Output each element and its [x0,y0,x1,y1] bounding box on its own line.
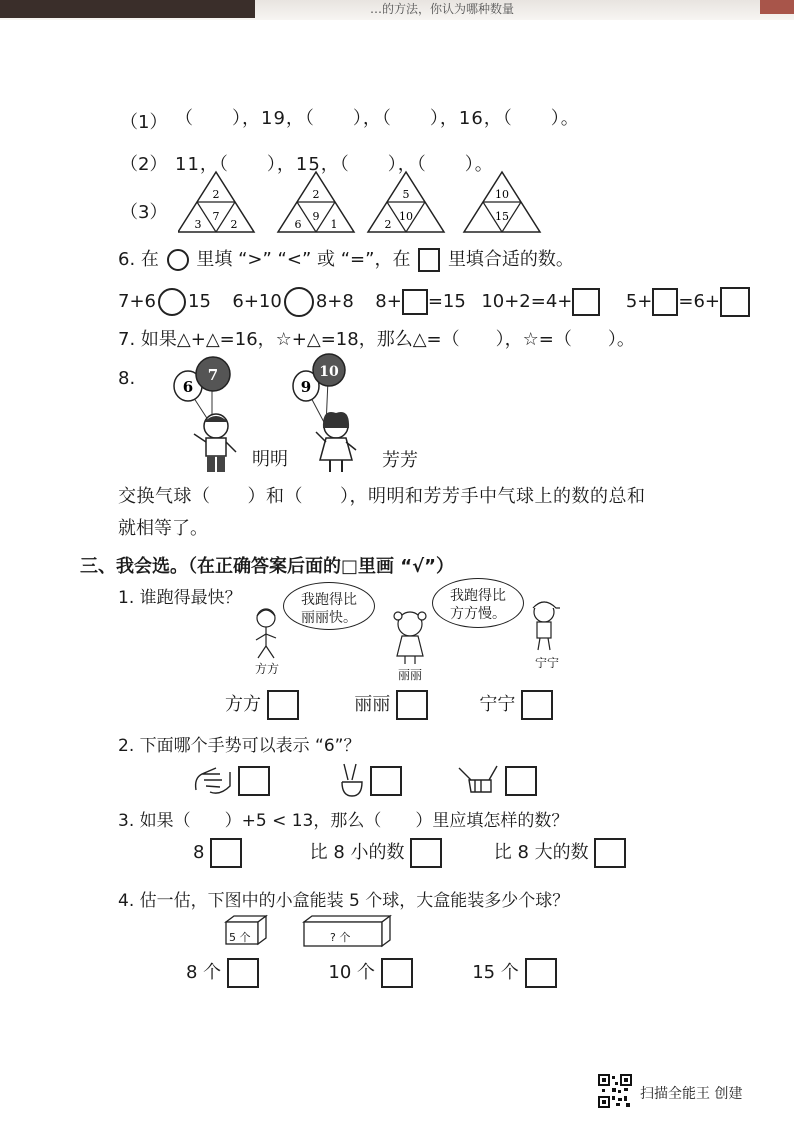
opt-less-than-8-label: 比 8 小的数 [309,842,405,863]
opt-10-balls-checkbox[interactable] [381,958,413,988]
s3q4-options [186,958,557,988]
bubble1-line1: 我跑得比 [301,592,357,608]
seq1-label: （1） [120,112,168,133]
compare-circle-icon [167,249,189,271]
header-dark-band [0,0,255,18]
ningning-figure-icon [533,602,560,650]
s3q4-title: 4. 估一估，下图中的小盒能装 5 个球，大盒能装多少个球？ [118,891,570,911]
tri1-mid: 7 [212,210,220,223]
opt-8-balls-label: 8 个 [186,962,222,983]
p2-b: 8+8 [315,291,354,312]
tri2-mid: 9 [312,210,320,223]
triangle-4 [464,172,540,232]
opt-15-balls-label: 15 个 [472,962,519,983]
tri2-top: 2 [312,188,320,201]
p3-a: 8+ [375,291,402,312]
seq2-label: （2） [120,154,168,175]
tri2-left: 6 [294,218,302,231]
q6-title-b: 里填 “>” “<” 或 “=”，在 [196,249,411,270]
p5-b: =6+ [678,291,721,312]
bubble2-line1: 我跑得比 [450,588,506,604]
q6-title-a: 6. 在 [118,249,159,270]
girl-figure-icon [316,412,356,472]
header-fragment: …的方法，你认为哪种数量 [370,2,515,16]
seq2-text: 11，（ ），15，（ ），（ ）。 [175,154,494,175]
tri2-right: 1 [330,218,338,231]
opt-8-label: 8 [193,842,205,863]
p5-answer-box-2[interactable] [720,287,750,317]
gesture-1-checkbox[interactable] [238,766,270,796]
opt-ningning-checkbox[interactable] [521,690,553,720]
tri3-top: 5 [402,188,410,201]
q8-line1: 交换气球（ ）和（ ），明明和芳芳手中气球上的数的总和 [118,486,646,507]
p1-b: 15 [188,291,211,312]
opt-8-checkbox[interactable] [210,838,242,868]
p1-a: 7+6 [118,291,156,312]
opt-less-than-8-checkbox[interactable] [410,838,442,868]
opt-fangfang-label: 方方 [225,694,261,715]
q6-title [118,245,574,272]
triangle-1 [178,172,254,232]
qr-code-icon [598,1074,632,1108]
tri3-mid: 10 [399,210,413,223]
tri4-top: 10 [495,188,509,201]
s3q1-title: 1. 谁跑得最快？ [118,588,242,608]
tri3-left: 2 [384,218,392,231]
header-corner-band [760,0,794,14]
q6-title-c: 里填合适的数。 [447,249,574,270]
q6-problems [118,287,750,317]
p2-compare-circle[interactable] [284,287,314,317]
opt-lili-checkbox[interactable] [396,690,428,720]
girl-name: 芳芳 [382,450,418,471]
answer-box-icon [418,248,440,272]
ningning-caption: 宁宁 [535,656,560,670]
small-box-label: 5 个 [229,931,251,944]
p3-b: =15 [427,291,466,312]
boy-figure-icon [194,414,236,472]
runners-illustration [240,600,580,672]
tri1-right: 2 [230,218,238,231]
big-box-label: ? 个 [330,931,351,944]
opt-10-balls-label: 10 个 [328,962,376,983]
fangfang-caption: 方方 [255,662,280,676]
footer-label: 扫描全能王 创建 [640,1086,743,1102]
tri1-top: 2 [212,188,220,201]
p2-a: 6+10 [232,291,282,312]
p4-a: 10+2=4+ [481,291,573,312]
boy-name: 明明 [252,449,288,470]
hand-gesture-2-icon [334,760,368,800]
s3q1-options [225,690,553,720]
p5-answer-box-1[interactable] [652,288,678,316]
q7-text: 7. 如果△+△=16，☆+△=18，那么△=（ ），☆=（ ）。 [118,329,635,350]
triangle-sequence [178,170,558,236]
fangfang-figure-icon [256,609,276,658]
section3-title: 三、我会选。（在正确答案后面的□里画 “√”） [80,556,454,577]
lili-caption: 丽丽 [398,668,423,682]
hand-gesture-3-icon [455,760,503,798]
seq1-text: （ ），19，（ ），（ ），16，（ ）。 [175,108,580,129]
opt-fangfang-checkbox[interactable] [267,690,299,720]
boy-balloon-6: 6 [182,378,194,396]
gesture-2-checkbox[interactable] [370,766,402,796]
girl-balloon-10: 10 [319,364,339,380]
q8-line2: 就相等了。 [118,518,208,539]
opt-15-balls-checkbox[interactable] [525,958,557,988]
s3q3-title: 3. 如果（ ）+5 < 13，那么（ ）里应填怎样的数？ [118,811,569,831]
boy-balloon-7: 7 [207,366,219,384]
bubble2-line2: 方方慢。 [450,606,506,622]
gesture-3-checkbox[interactable] [505,766,537,796]
q8-number: 8. [118,368,136,389]
triangle-2 [278,172,354,232]
opt-ningning-label: 宁宁 [479,694,516,715]
opt-greater-than-8-checkbox[interactable] [594,838,626,868]
hand-gesture-1-icon [190,760,238,798]
bubble1-line2: 丽丽快。 [301,610,357,626]
lili-figure-icon [394,612,426,664]
triangle-3 [368,172,444,232]
tri1-left: 3 [194,218,202,231]
opt-8-balls-checkbox[interactable] [227,958,259,988]
p3-answer-box[interactable] [402,289,428,315]
p5-a: 5+ [625,291,653,312]
p4-answer-box[interactable] [572,288,600,316]
s3q2-title: 2. 下面哪个手势可以表示 “6”？ [118,736,361,756]
tri4-mid: 15 [495,210,509,223]
seq3-label: （3） [120,202,168,223]
s3q3-options [193,838,626,868]
girl-balloon-9: 9 [300,378,312,396]
p1-compare-circle[interactable] [158,288,186,316]
opt-greater-than-8-label: 比 8 大的数 [493,842,589,863]
opt-lili-label: 丽丽 [354,694,391,715]
